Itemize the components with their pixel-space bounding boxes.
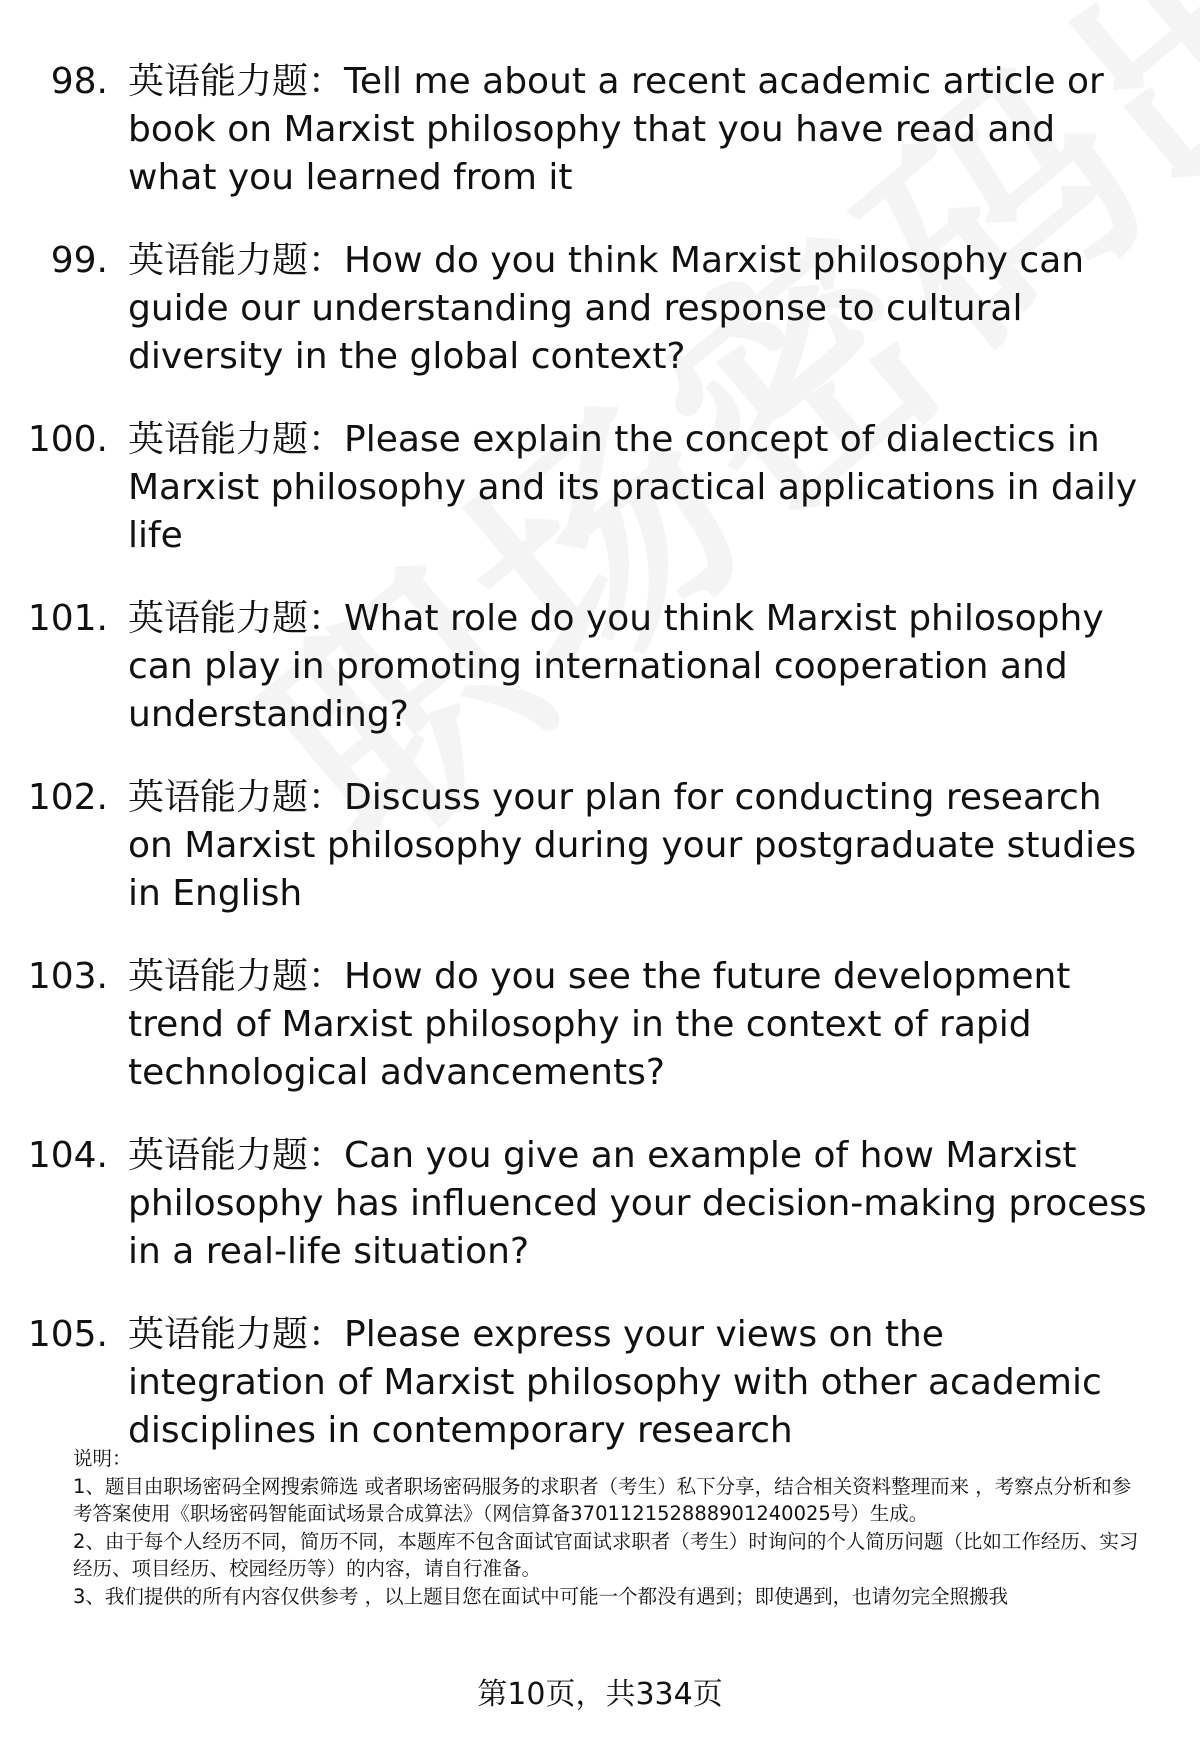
question-number: 103. bbox=[27, 956, 108, 997]
page-footer: 第10页，共334页 bbox=[477, 1677, 723, 1712]
question-item bbox=[0, 953, 1200, 1097]
question-item bbox=[0, 774, 1200, 918]
question-text: 英语能力题：Tell me about a recent academic article or book on Marxist philosophy that you have read and what you learned from it bbox=[128, 61, 1104, 198]
question-text: 英语能力题：How do you see the future development trend of Marxist philosophy in the context of rapid technological advancements? bbox=[128, 956, 1071, 1093]
question-text: 英语能力题：How do you think Marxist philosophy can guide our understanding and response to cultural diversity in the global context? bbox=[128, 240, 1085, 377]
question-text: 英语能力题：Can you give an example of how Marxist philosophy has influenced your decision-making process in a real-life situation? bbox=[128, 1135, 1147, 1272]
question-number: 101. bbox=[27, 598, 108, 639]
question-text: 英语能力题：Please express your views on the integration of Marxist philosophy with other academic disciplines in contemporary research bbox=[128, 1314, 1102, 1451]
note-item: 3、我们提供的所有内容仅供参考 ，以上题目您在面试中可能一个都没有遇到；即使遇到，也请勿完全照搬我 bbox=[73, 1584, 1009, 1608]
question-item bbox=[0, 1132, 1200, 1276]
notes-section bbox=[73, 1445, 1143, 1611]
question-number: 102. bbox=[27, 777, 108, 818]
question-number: 105. bbox=[27, 1314, 108, 1355]
note-item: 2、由于每个人经历不同，简历不同，本题库不包含面试官面试求职者（考生）时询问的个人简历问题（比如工作经历、实习经历、项目经历、校园经历等）的内容，请自行准备。 bbox=[73, 1529, 1139, 1581]
question-number: 99. bbox=[50, 240, 108, 281]
question-number: 104. bbox=[27, 1135, 108, 1176]
question-list bbox=[0, 58, 1200, 1490]
question-item bbox=[0, 595, 1200, 739]
question-number: 100. bbox=[27, 419, 108, 460]
question-item bbox=[0, 416, 1200, 560]
notes-heading: 说明： bbox=[73, 1447, 132, 1470]
note-item: 1、题目由职场密码全网搜索筛选 或者职场密码服务的求职者（考生）私下分享，结合相关资料整理而来 ，考察点分析和参考答案使用《职场密码智能面试场景合成算法》（网信算备370112152888901240025号）生成。 bbox=[73, 1474, 1132, 1526]
question-item bbox=[0, 58, 1200, 202]
question-text: 英语能力题：Discuss your plan for conducting research on Marxist philosophy during your postgraduate studies in English bbox=[128, 777, 1137, 914]
question-text: 英语能力题：What role do you think Marxist philosophy can play in promoting international cooperation and understanding? bbox=[128, 598, 1104, 735]
question-item bbox=[0, 1311, 1200, 1455]
question-text: 英语能力题：Please explain the concept of dialectics in Marxist philosophy and its practical applications in daily life bbox=[128, 419, 1138, 556]
question-item bbox=[0, 237, 1200, 381]
question-number: 98. bbox=[50, 61, 108, 102]
